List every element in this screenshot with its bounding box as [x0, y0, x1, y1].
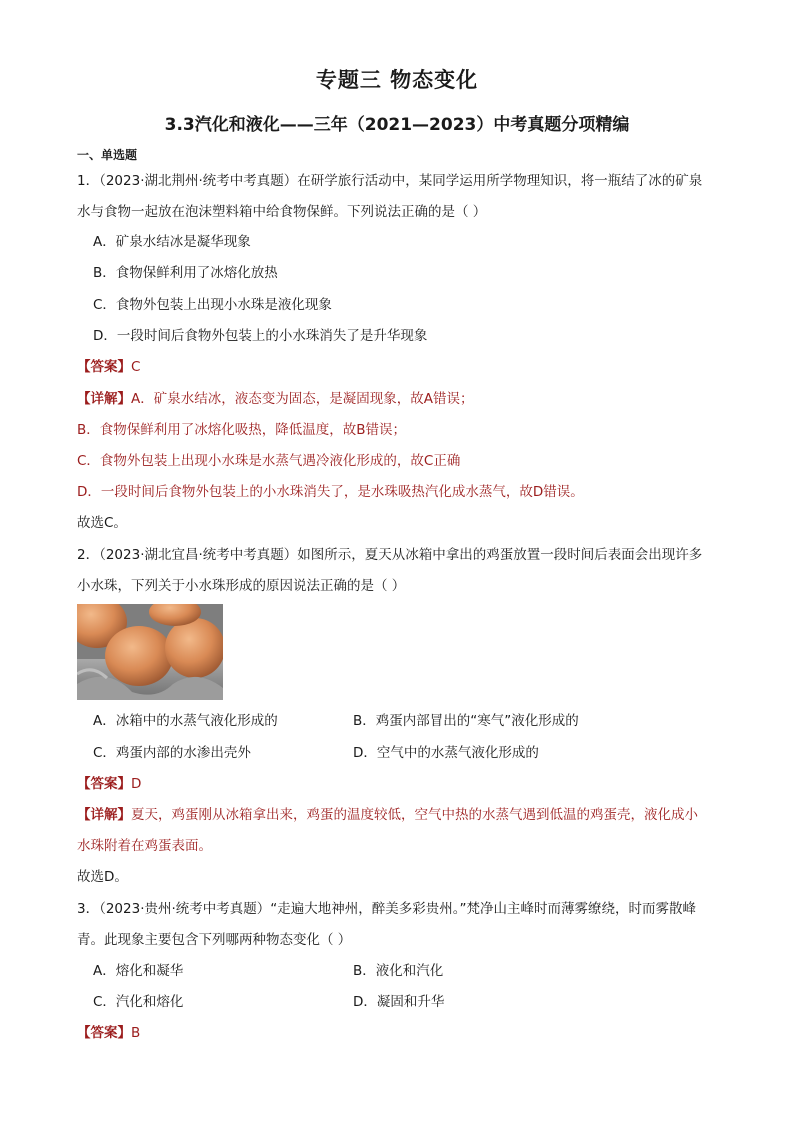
q2-stem-line2: 小水珠，下列关于小水珠形成的原因说法正确的是（ ）	[77, 578, 406, 594]
q1-answer	[77, 358, 140, 376]
q1-option-d: D．一段时间后食物外包装上的小水珠消失了是升华现象	[93, 328, 428, 344]
q1-stem-line1: 1．（2023·湖北荆州·统考中考真题）在研学旅行活动中，某同学运用所学物理知识，将一瓶结了冰的矿泉	[77, 173, 703, 189]
q1-option-b: B．食物保鲜利用了冰熔化放热	[93, 265, 278, 281]
explanation-text: 夏天，鸡蛋刚从冰箱拿出来，鸡蛋的温度较低，空气中热的水蒸气遇到低温的鸡蛋壳，液化成小	[131, 807, 698, 823]
page-title: 专题三 物态变化	[315, 68, 479, 92]
q1-explanation-line4: D．一段时间后食物外包装上的小水珠消失了，是水珠吸热汽化成水蒸气，故D错误。	[77, 484, 584, 500]
answer-label: 【答案】	[77, 776, 131, 792]
section-heading: 一、单选题	[77, 148, 138, 162]
q2-option-b: B．鸡蛋内部冒出的“寒气”液化形成的	[353, 713, 579, 729]
q1-explanation-line2: B．食物保鲜利用了冰熔化吸热，降低温度，故B错误；	[77, 422, 407, 438]
q2-answer	[77, 775, 141, 793]
q3-option-a: A．熔化和凝华	[93, 963, 184, 979]
explanation-label: 【详解】	[77, 391, 131, 407]
q1-option-a: A．矿泉水结冰是凝华现象	[93, 234, 251, 250]
q3-option-d: D．凝固和升华	[353, 994, 445, 1010]
q1-option-c: C．食物外包装上出现小水珠是液化现象	[93, 297, 332, 313]
explanation-text: A．矿泉水结冰，液态变为固态，是凝固现象，故A错误；	[131, 391, 474, 407]
q1-stem-line2: 水与食物一起放在泡沫塑料箱中给食物保鲜。下列说法正确的是（ ）	[77, 204, 487, 220]
q2-explanation-line1	[77, 806, 698, 824]
q2-explanation-line2: 水珠附着在鸡蛋表面。	[77, 838, 212, 854]
q3-stem-line2: 青。此现象主要包含下列哪两种物态变化（ ）	[77, 932, 352, 948]
explanation-label: 【详解】	[77, 807, 131, 823]
page-subtitle: 3.3汽化和液化——三年（2021—2023）中考真题分项精编	[164, 115, 630, 135]
q3-answer	[77, 1024, 140, 1042]
q3-stem-line1: 3．（2023·贵州·统考中考真题）“走遍大地神州，醉美多彩贵州。”梵净山主峰时而薄雾缭绕，时而雾散峰	[77, 901, 697, 917]
q3-option-c: C．汽化和熔化	[93, 994, 184, 1010]
answer-value: D	[131, 776, 142, 792]
q2-stem-line1: 2．（2023·湖北宜昌·统考中考真题）如图所示，夏天从冰箱中拿出的鸡蛋放置一段时间后表面会出现许多	[77, 547, 703, 563]
q1-explanation-line3: C．食物外包装上出现小水珠是水蒸气遇冷液化形成的，故C正确	[77, 453, 461, 469]
answer-label: 【答案】	[77, 1025, 131, 1041]
q1-explanation-line1	[77, 390, 473, 408]
q2-option-a: A．冰箱中的水蒸气液化形成的	[93, 713, 278, 729]
q1-choose: 故选C。	[77, 515, 127, 531]
q2-choose: 故选D。	[77, 869, 128, 885]
q2-option-c: C．鸡蛋内部的水渗出壳外	[93, 745, 251, 761]
answer-label: 【答案】	[77, 359, 131, 375]
q3-option-b: B．液化和汽化	[353, 963, 444, 979]
eggs-photo	[77, 604, 223, 700]
answer-value: B	[131, 1025, 141, 1041]
q2-option-d: D．空气中的水蒸气液化形成的	[353, 745, 539, 761]
answer-value: C	[131, 359, 141, 375]
